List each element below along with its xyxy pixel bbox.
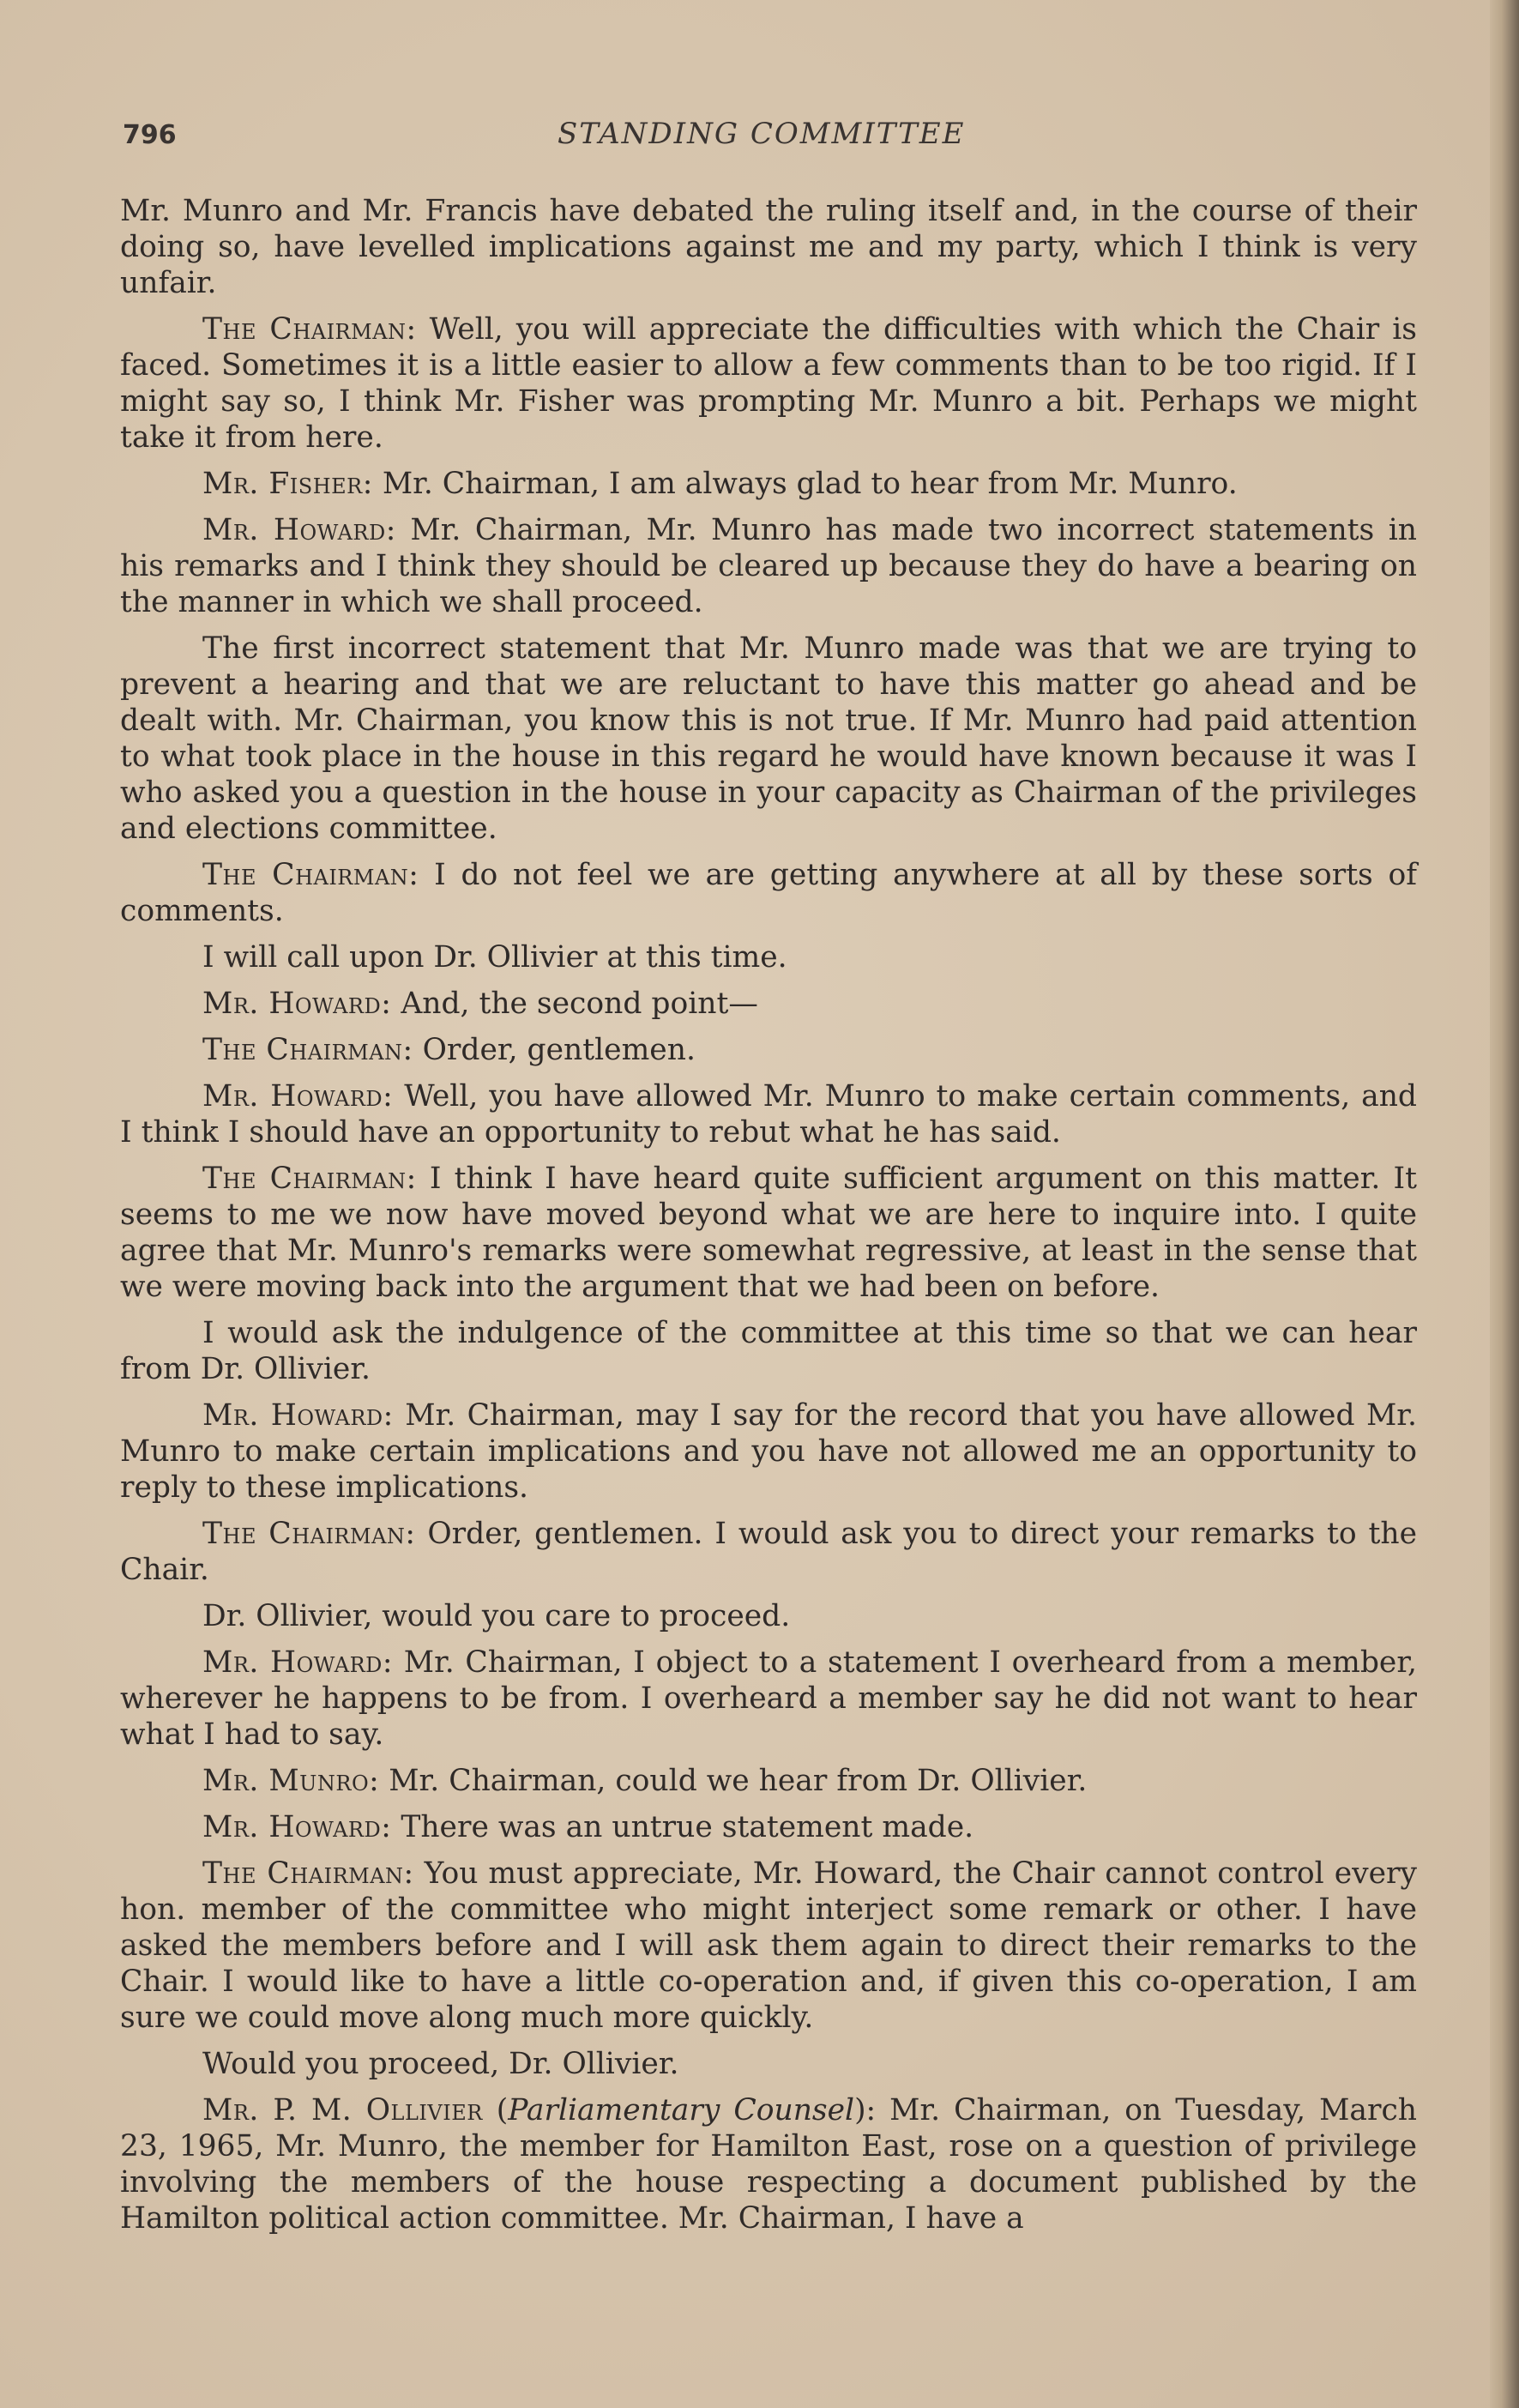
paragraph-text: Mr. Chairman, may I say for the record that you have allowed Mr. Munro to make certain implications and you have not allowed me an opportunity to reply to these implications.	[120, 1398, 1417, 1505]
speaker-name: Mr. Howard:	[202, 1645, 394, 1680]
paragraph-text: I think I have heard quite sufficient argument on this matter. It seems to me we now have moved beyond what we are here to inquire into. I quite agree that Mr. Munro's remarks were somewhat regressive, at least in the sense that we were moving back into the argument that we had been on before.	[120, 1162, 1417, 1304]
transcript-paragraph	[120, 1078, 1417, 1150]
paragraph-text: There was an untrue statement made.	[401, 1810, 974, 1844]
transcript-paragraph	[120, 1032, 1417, 1068]
paragraph-text: Mr. Chairman, I am always glad to hear from Mr. Munro.	[382, 467, 1238, 501]
paragraph-text: I would ask the indulgence of the committee at this time so that we can hear from Dr. Ollivier.	[120, 1316, 1417, 1386]
paragraph-text: Would you proceed, Dr. Ollivier.	[202, 2047, 679, 2081]
transcript-paragraph	[120, 1598, 1417, 1634]
running-head: STANDING COMMITTEE	[558, 117, 966, 151]
transcript-paragraph	[120, 193, 1417, 301]
speaker-name: The Chairman:	[202, 1856, 414, 1891]
transcript-paragraph	[120, 857, 1417, 929]
page-number: 796	[123, 120, 177, 150]
paragraph-text: You must appreciate, Mr. Howard, the Chair cannot control every hon. member of the committee who might interject some remark or other. I have asked the members before and I will ask them again to direct their remarks to the Chair. I would like to have a little co-operation and, if given this co-operation, I am sure we could move along much more quickly.	[120, 1856, 1417, 2035]
speaker-name: Mr. Howard:	[202, 513, 396, 547]
paragraph-text: Mr. Chairman, Mr. Munro has made two incorrect statements in his remarks and I think they should be cleared up because they do have a bearing on the manner in which we shall proceed.	[120, 513, 1417, 619]
transcript-body	[120, 193, 1417, 2247]
transcript-paragraph	[120, 466, 1417, 502]
page-edge-shadow	[1490, 0, 1519, 2408]
speaker-name: Mr. Howard:	[202, 987, 392, 1021]
transcript-paragraph	[120, 311, 1417, 456]
page-header	[123, 117, 1409, 160]
transcript-paragraph	[120, 1856, 1417, 2036]
paragraph-text: I do not feel we are getting anywhere at all by these sorts of comments.	[120, 858, 1418, 928]
paragraph-text: Well, you have allowed Mr. Munro to make certain comments, and I think I should have an opportunity to rebut what he has said.	[120, 1079, 1417, 1150]
speaker-name: Mr. Fisher:	[202, 467, 373, 501]
speaker-name: Mr. Howard:	[202, 1398, 394, 1433]
transcript-paragraph	[120, 1315, 1417, 1387]
paragraph-text: And, the second point—	[401, 987, 758, 1021]
speaker-name: The Chairman:	[202, 1033, 413, 1067]
transcript-paragraph	[120, 631, 1417, 847]
paragraph-text: Well, you will appreciate the difficulties with which the Chair is faced. Sometimes it is a little easier to allow a few comments than to be too rigid. If I might say so, I think Mr. Fisher was prompting Mr. Munro a bit. Perhaps we might take it from here.	[120, 312, 1418, 455]
paragraph-text: Mr. Chairman, could we hear from Dr. Ollivier.	[389, 1764, 1088, 1798]
transcript-paragraph	[120, 2092, 1417, 2236]
paragraph-text: I will call upon Dr. Ollivier at this time.	[202, 940, 787, 975]
transcript-paragraph	[120, 939, 1417, 975]
speaker-name: Mr. P. M. Ollivier	[202, 2093, 483, 2127]
transcript-paragraph	[120, 1397, 1417, 1506]
speaker-name: The Chairman:	[202, 1162, 417, 1196]
speaker-name: Mr. Munro:	[202, 1764, 380, 1798]
speaker-name: The Chairman:	[202, 312, 417, 347]
transcript-paragraph	[120, 1161, 1417, 1305]
paragraph-text: Mr. Chairman, I object to a statement I overheard from a member, wherever he happens to be from. I overheard a member say he did not want to hear what I had to say.	[120, 1645, 1417, 1752]
speaker-note: (Parliamentary Counsel):	[496, 2093, 877, 2127]
transcript-paragraph	[120, 1645, 1417, 1753]
speaker-name: The Chairman:	[202, 1517, 416, 1551]
transcript-paragraph	[120, 1763, 1417, 1799]
transcript-paragraph	[120, 986, 1417, 1022]
paragraph-text: Mr. Chairman, on Tuesday, March 23, 1965, Mr. Munro, the member for Hamilton East, rose on a question of privilege involving the members of the house respecting a document published by the Hamilton political action committee. Mr. Chairman, I have a	[120, 2093, 1417, 2236]
paragraph-text: Order, gentlemen. I would ask you to direct your remarks to the Chair.	[120, 1517, 1418, 1587]
paragraph-text: Order, gentlemen.	[422, 1033, 696, 1067]
paragraph-text: Dr. Ollivier, would you care to proceed.	[202, 1599, 791, 1633]
speaker-name: Mr. Howard:	[202, 1079, 394, 1113]
paragraph-text: The first incorrect statement that Mr. Munro made was that we are trying to prevent a hearing and that we are reluctant to have this matter go ahead and be dealt with. Mr. Chairman, you know this is not true. If Mr. Munro had paid attention to what took place in the house in this regard he would have known because it was I who asked you a question in the house in your capacity as Chairman of the privileges and elections committee.	[120, 631, 1417, 846]
speaker-name: Mr. Howard:	[202, 1810, 392, 1844]
transcript-paragraph	[120, 2046, 1417, 2082]
paragraph-text: Mr. Munro and Mr. Francis have debated the ruling itself and, in the course of their doing so, have levelled implications against me and my party, which I think is very unfair.	[120, 194, 1417, 300]
transcript-paragraph	[120, 1809, 1417, 1845]
speaker-name: The Chairman:	[202, 858, 419, 892]
transcript-paragraph	[120, 512, 1417, 620]
transcript-paragraph	[120, 1516, 1417, 1588]
